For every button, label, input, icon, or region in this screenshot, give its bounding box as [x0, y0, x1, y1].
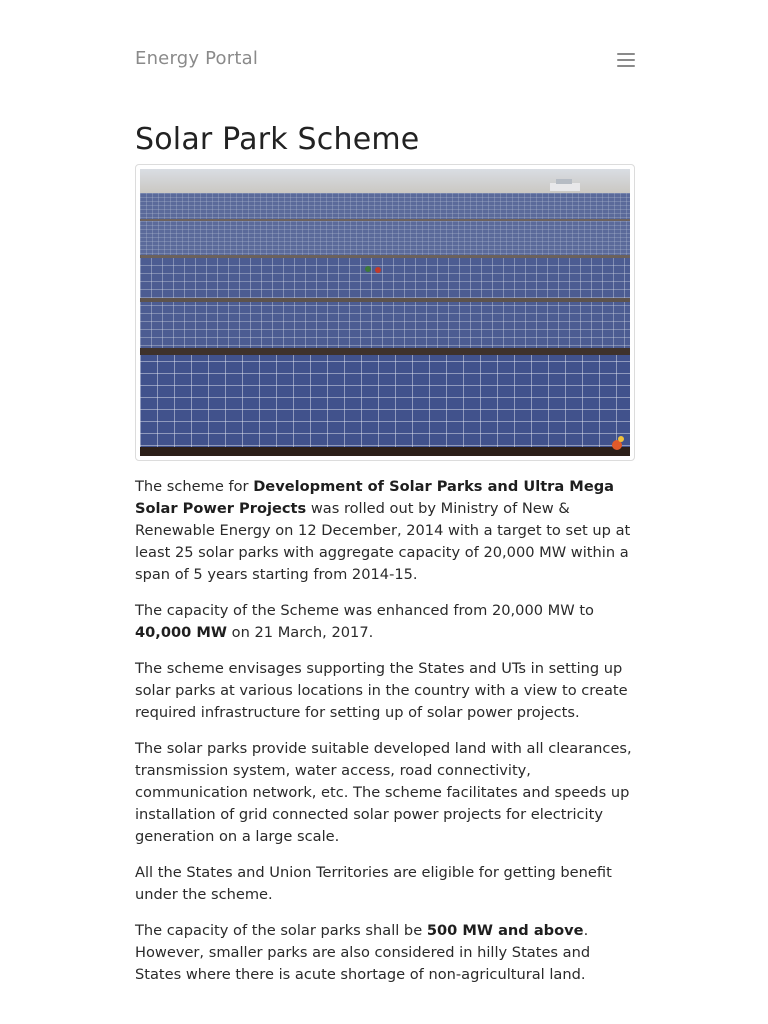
- text-segment: The solar parks provide suitable developed land with all clearances, transmission system, water access, road connectivity, communication network, etc. The scheme facilitates and speeds up installation of grid connected solar power projects for electricity generation on a large scale.: [135, 740, 632, 845]
- text-segment: was rolled out by Ministry of New & Renewable Energy on 12 December, 2014 with a target to set up at least 25 solar parks with aggregate capacity of 20,000 MW within a span of 5 years starting from 2014-15.: [135, 500, 631, 583]
- bold-text: Development of Solar Parks and Ultra Mega Solar Power Projects: [135, 478, 615, 517]
- bold-text: 500 MW and above: [426, 922, 584, 939]
- text-segment: The capacity of the solar parks shall be: [135, 922, 427, 939]
- paragraph: [135, 862, 635, 906]
- article-body: [135, 476, 635, 986]
- panel-rows: [140, 193, 630, 456]
- page-container: [135, 0, 635, 1000]
- bold-text: 40,000 MW: [135, 624, 228, 641]
- paragraph: [135, 738, 635, 848]
- text-segment: on 21 March, 2017.: [227, 624, 374, 641]
- text-segment: The capacity of the Scheme was enhanced from 20,000 MW to: [135, 602, 594, 619]
- text-segment: The scheme envisages supporting the States and UTs in setting up solar parks at various locations in the country with a view to create required infrastructure for setting up of solar power projects.: [135, 660, 628, 721]
- page-title: Solar Park Scheme: [135, 122, 420, 157]
- brand-link[interactable]: Energy Portal: [135, 48, 259, 69]
- image-frame: [135, 164, 635, 461]
- text-segment: All the States and Union Territories are eligible for getting benefit under the scheme.: [135, 864, 612, 903]
- solar-panel-field-photo: [140, 169, 630, 456]
- paragraph: [135, 658, 635, 724]
- paragraph: [135, 920, 635, 986]
- text-segment: The scheme for: [135, 478, 254, 495]
- hamburger-menu-icon[interactable]: [617, 52, 635, 68]
- paragraph: [135, 476, 635, 586]
- paragraph: [135, 600, 635, 644]
- top-navbar: [135, 0, 635, 122]
- text-segment: . However, smaller parks are also considered in hilly States and States where there is acute shortage of non-agricultural land.: [135, 922, 591, 983]
